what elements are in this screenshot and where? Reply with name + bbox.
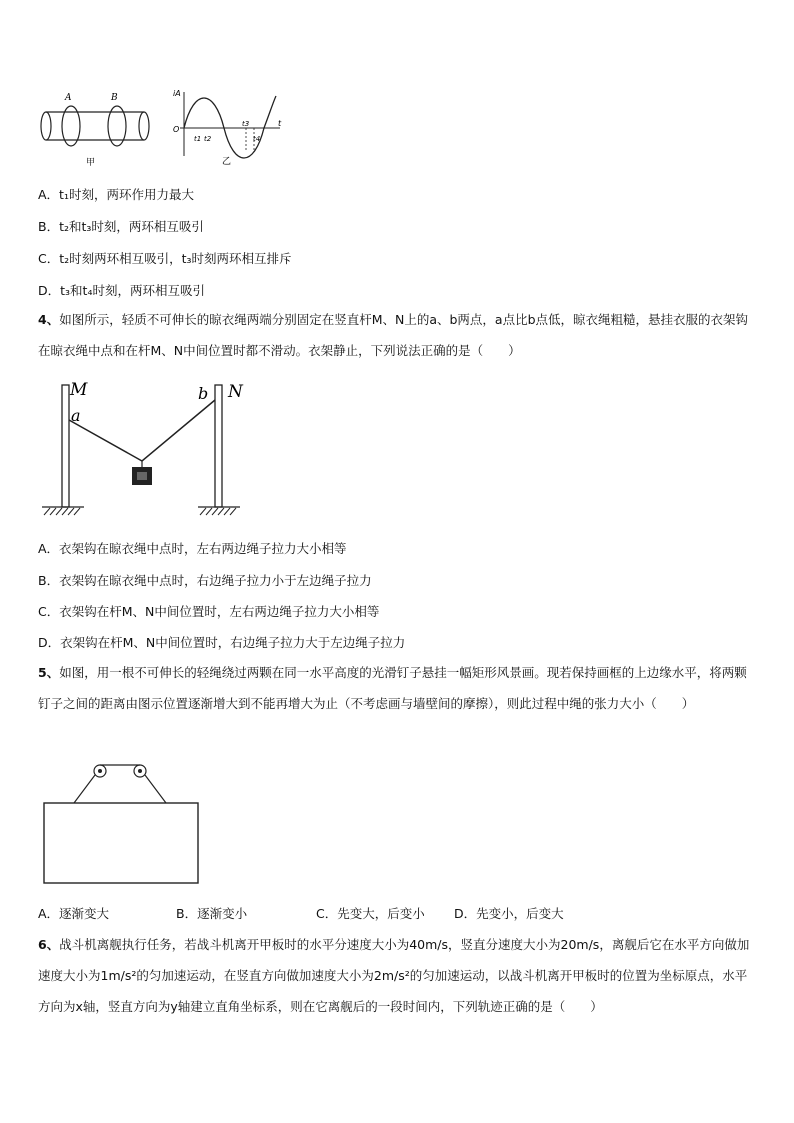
axis-y-label: iA [173, 89, 181, 98]
ring-b-label: B [111, 93, 118, 103]
q3-option-d: D．t₃和t₄时刻，两环相互吸引 [38, 283, 205, 298]
q3-option-b: B．t₂和t₃时刻，两环相互吸引 [38, 219, 204, 234]
t3-label: t3 [242, 120, 250, 128]
q4-option-b: B．衣架钩在晾衣绳中点时，右边绳子拉力小于左边绳子拉力 [38, 573, 372, 588]
q5-options-row [38, 906, 564, 922]
q5-option-a: A．逐渐变大 [38, 906, 110, 921]
ring-a-label: A [65, 93, 72, 103]
q4-option-c: C．衣架钩在杆M、N中间位置时，左右两边绳子拉力大小相等 [38, 604, 380, 619]
t4-label: t4 [253, 135, 261, 143]
q3-option-a: A．t₁时刻，两环作用力最大 [38, 187, 194, 202]
q3-option-c: C．t₂时刻两环相互吸引，t₃时刻两环相互排斥 [38, 251, 292, 266]
clothesline-figure [38, 375, 258, 525]
q5-stem: 5、如图，用一根不可伸长的轻绳绕过两颗在同一水平高度的光滑钉子悬挂一幅矩形风景画。现若保持画框的上边缘水平，将两颗钉子之间的距离由图示位置逐渐增大到不能再增大为止（不考虑画与墙壁间的摩擦），则此过程中绳的张力大小（ ） [38, 665, 747, 711]
q4-stem: 4、如图所示，轻质不可伸长的晾衣绳两端分别固定在竖直杆M、N上的a、b两点，a点比b点低，晾衣绳粗糙，悬挂衣服的衣架钩在晾衣绳中点和在杆M、N中间位置时都不滑动。衣架静止，下列说法正确的是（ ） [38, 312, 749, 358]
question-number: 4、 [38, 312, 60, 327]
rings-figure [38, 88, 158, 168]
q5-option-c: C．先变大，后变小 [316, 906, 425, 921]
axis-x-label: t [278, 119, 282, 128]
q6-stem: 6、战斗机离舰执行任务，若战斗机离开甲板时的水平分速度大小为40m/s，竖直分速度大小为20m/s，离舰后它在水平方向做加速度大小为1m/s²的匀加速运动，在竖直方向做加速度大小为2m/s²的匀加速运动，以战斗机离开甲板时的位置为坐标原点，水平方向为x轴，竖直方向为y轴建立直角坐标系，则在它离舰后的一段时间内，下列轨迹正确的是（ ） [38, 937, 750, 1014]
q5-option-d: D．先变小，后变大 [454, 906, 564, 921]
pole-n-label: N [228, 382, 243, 402]
question-number: 6、 [38, 937, 60, 952]
figure-b-caption: 乙 [222, 157, 232, 166]
t1-label: t1 [194, 135, 202, 143]
q4-option-a: A．衣架钩在晾衣绳中点时，左右两边绳子拉力大小相等 [38, 541, 347, 556]
current-graph [170, 86, 290, 166]
question-number: 5、 [38, 665, 60, 680]
q5-option-b: B．逐渐变小 [176, 906, 248, 921]
point-a-label: a [71, 406, 81, 425]
picture-frame-figure [38, 757, 208, 889]
q4-option-d: D．衣架钩在杆M、N中间位置时，右边绳子拉力大于左边绳子拉力 [38, 635, 406, 650]
origin-label: O [173, 125, 180, 134]
pole-m-label: M [70, 380, 88, 400]
t2-label: t2 [204, 135, 212, 143]
point-b-label: b [198, 384, 209, 403]
figure-a-caption: 甲 [86, 158, 96, 168]
